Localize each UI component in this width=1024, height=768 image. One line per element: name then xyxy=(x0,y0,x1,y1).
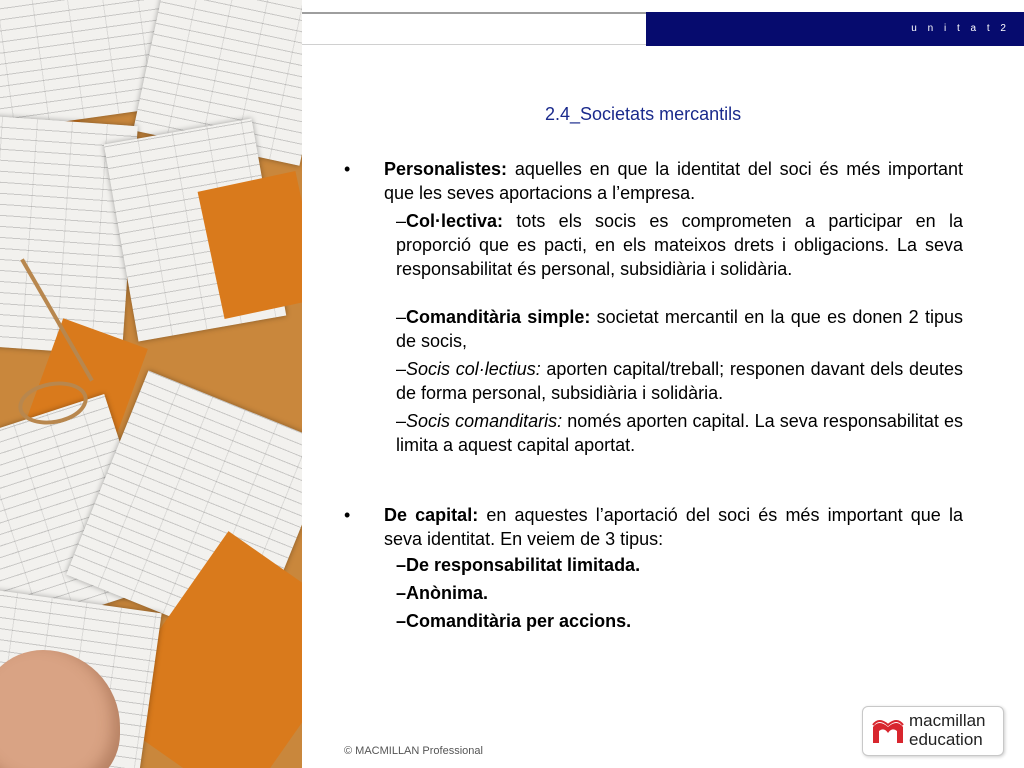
colectiva-prefix: – xyxy=(396,211,407,231)
socis-comanditaris-label: Socis comanditaris: xyxy=(406,411,563,431)
socis-colectius-prefix: – xyxy=(396,359,407,379)
decorative-photo xyxy=(0,0,302,768)
capital-type-comanditaria-accions xyxy=(340,609,963,633)
comanditaria-prefix: – xyxy=(396,307,407,327)
copyright-text: © MACMILLAN Professional xyxy=(344,745,483,757)
sub-colectiva xyxy=(340,209,963,281)
capital-type-label: –Anònima. xyxy=(396,583,489,603)
capital-type-limitada xyxy=(340,553,963,577)
colectiva-label: Col·lectiva: xyxy=(406,211,504,231)
comanditaria-label: Comanditària simple: xyxy=(406,307,591,327)
colectiva-text: tots els socis es comprometen a participar en la proporció que es pacti, en els mateixos drets i obligacions. La seva responsabilitat és personal, subsidiària i solidària. xyxy=(396,211,963,279)
capital-type-label: –Comanditària per accions. xyxy=(396,611,632,631)
bullet-de-capital xyxy=(340,503,963,551)
socis-comanditaris-text: només aporten capital. La seva responsabilitat es limita a aquest capital aportat. xyxy=(396,411,963,455)
bullet-personalistes xyxy=(340,157,963,205)
macmillan-logo-icon xyxy=(871,715,905,745)
sub-comanditaria-simple xyxy=(340,305,963,353)
logo-wordmark xyxy=(909,711,986,749)
macmillan-logo xyxy=(862,706,1004,756)
comanditaria-text: societat mercantil en la que es donen 2 tipus de socis, xyxy=(396,307,963,351)
unit-label: u n i t a t 2 xyxy=(911,23,1010,34)
logo-line2: education xyxy=(909,730,983,749)
personalistes-text: aquelles en que la identitat del soci és més important que les seves aportacions a l’empresa. xyxy=(384,159,963,203)
sub-socis-comanditaris xyxy=(340,409,963,457)
sub-socis-colectius xyxy=(340,357,963,405)
socis-colectius-text: aporten capital/treball; responen davant dels deutes de forma personal, subsidiària i solidària. xyxy=(396,359,964,403)
bullet-dot: • xyxy=(344,505,351,525)
bullet-dot: • xyxy=(344,159,351,179)
logo-line1: macmillan xyxy=(909,711,986,730)
capital-type-label: –De responsabilitat limitada. xyxy=(396,555,641,575)
slide-content xyxy=(340,157,963,633)
capital-type-anonima xyxy=(340,581,963,605)
socis-comanditaris-prefix: – xyxy=(396,411,407,431)
header-line xyxy=(302,12,646,14)
personalistes-label: Personalistes: xyxy=(384,159,508,179)
capital-text: en aquestes l’aportació del soci és més important que la seva identitat. En veiem de 3 tipus: xyxy=(384,505,963,549)
unit-header-bar xyxy=(646,12,1024,46)
header-underline xyxy=(302,44,646,45)
slide-title: 2.4_Societats mercantils xyxy=(545,104,742,124)
capital-label: De capital: xyxy=(384,505,479,525)
socis-colectius-label: Socis col·lectius: xyxy=(406,359,541,379)
